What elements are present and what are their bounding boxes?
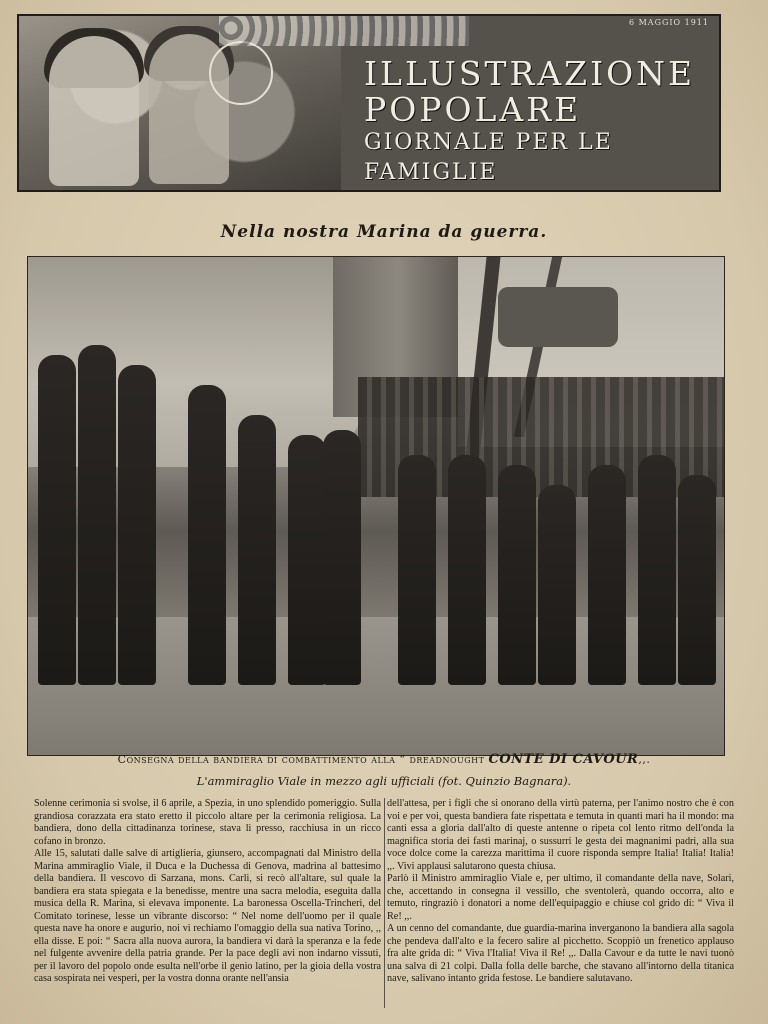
- article-column-right: dell'attesa, per i figli che si onorano della virtù paterna, per l'animo nostro che è con voi e per voi, questa bandiera fate rispettata e temuta in quanti mari ha il mondo: ma canti essa a gloria dall'alto di queste antenne o ripeta col lento ritmo dell'onda la magnifica storia dei fasti marinaj, o sussurri le gesta dei magnanimi padri, alla sua voce dolce come la carezza marittima il cuore risponda sempre Italia! Italia! Italia! ,,. Vivi applausi salutarono questa chiusa. Parlò il Ministro ammiraglio Viale e, per ultimo, il comandante della nave, Solari, che, accettando in consegna il vessillo, che sventolerà, quando occorra, alto e temuto, ringraziò i donatori a nome dell'equipaggio e chiuse col grido di: “ Viva il Re! ,,. A un cenno del comandante, due guardia-marina inverganono la bandiera alla sagola che pendeva dall'alto e la fecero salire al picchetto. Scoppiò un frenetico applauso fra alte grida di: “ Viva l'Italia! Viva il Re! ,,. Dalla Cavour e da tutte le navi tuonò una salva di 21 colpi. Dalla folla delle barche, che stavano all'intorno della titanica nave, salivano intanto grida festose. Le bandiere salutavano.: [387, 798, 734, 984]
- title-line-3: GIORNALE PER LE FAMIGLIE: [364, 130, 613, 185]
- title-line-1: ILLUSTRAZIONE: [364, 54, 696, 93]
- issue-date: 6 MAGGIO 1911: [628, 18, 709, 27]
- article-body: [34, 798, 734, 1013]
- masthead-banner: [17, 14, 721, 192]
- masthead-ornament: [219, 16, 469, 46]
- article-headline: Nella nostra Marina da guerra.: [220, 222, 548, 242]
- masthead-title: [364, 56, 719, 188]
- ceremony-photograph: [27, 256, 725, 756]
- caption-suffix: ,,.: [638, 753, 651, 766]
- article-column-left: Solenne cerimonia si svolse, il 6 aprile, a Spezia, in uno splendido pomeriggio. Sulla grandiosa corazzata era stato eretto il piccolo altare per la cerimonia religiosa. La bandiera, dono della cittadinanza torinese, stava lì presso, racchiusa in un ricco cofano in bronzo. Alle 15, salutati dalle salve di artiglieria, giunsero, accompagnati dal Ministro della Marina ammiraglio Viale, il Duca e la Duchessa di Genova, madrina al battesimo della bandiera. Il vescovo di Sarzana, mons. Carli, si recò all'altare, sul quale la bandiera era stata spiegata e la benedisse, mentre una sacra melodia, eseguita dalla musica della R. Marina, si elevava imponente. La baronessa Oscella-Trincheri, del Comitato torinese, lesse un vibrante discorso: “ Nel nome dell'uomo per il quale questa nave ha onore e augurio, noi vi rechiamo l'omaggio della sua nativa Torino, ,, ella disse. E poi: “ Sacra alla nuova aurora, la bandiera vi darà la speranza e la fede nel fulgente avvenire della patria grande. Per la pace degli avi non indarno vissuti, per il lavoro del popolo onde esulta nell'orbe il genio latino, per la gioia della vostra casa sospirata nei vesperi, per la vostra donna orante nell'ansia: [34, 798, 381, 984]
- caption-ship-name: CONTE DI CAVOUR: [488, 752, 639, 767]
- photo-caption: [0, 752, 768, 767]
- photo-subcaption: L'ammiraglio Viale in mezzo agli ufficiali (fot. Quinzio Bagnara).: [196, 774, 572, 788]
- caption-text: Consegna della bandiera di combattimento alla “ dreadnought: [117, 753, 485, 766]
- title-line-2: POPOLARE: [364, 90, 582, 129]
